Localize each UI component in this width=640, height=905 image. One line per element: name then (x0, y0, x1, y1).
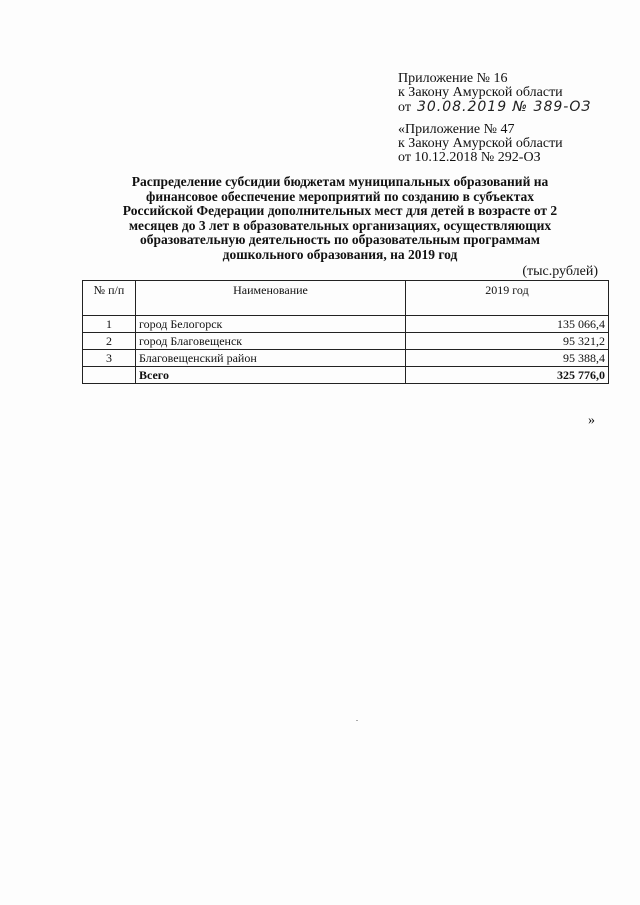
header-year: 2019 год (406, 281, 609, 316)
title-line: финансовое обеспечение мероприятий по созданию в субъектах (145, 188, 534, 204)
scan-speck (356, 720, 358, 721)
header-number: № п/п (83, 281, 136, 316)
row-number: 1 (83, 316, 136, 333)
row-number: 2 (83, 333, 136, 350)
appendix-header-new (398, 72, 591, 115)
old-appendix-law-reference: к Закону Амурской области (398, 136, 563, 151)
title-line: Распределение субсидии бюджетам муниципальных образований на (131, 174, 549, 189)
document-title (70, 175, 610, 262)
header-name: Наименование (136, 281, 406, 316)
old-appendix-date: от 10.12.2018 № 292-ОЗ (398, 150, 541, 165)
row-number: 3 (83, 350, 136, 367)
units-label: (тыс.рублей) (522, 264, 598, 279)
table-row (83, 350, 609, 367)
title-line: Российской Федерации дополнительных мест для детей в возрасте от 2 (122, 203, 558, 218)
row-value: 95 388,4 (406, 350, 609, 367)
row-name: город Белогорск (136, 316, 406, 333)
appendix-law-reference: к Закону Амурской области (398, 85, 563, 100)
table-row (83, 316, 609, 333)
total-value: 325 776,0 (406, 367, 609, 384)
handwritten-date-number: 30.08.2019 № 389-ОЗ (416, 99, 592, 115)
table-header-row (83, 281, 609, 316)
closing-quote-mark: » (588, 413, 595, 428)
title-line: образовательную деятельность по образовательным программам (140, 232, 540, 247)
row-value: 135 066,4 (406, 316, 609, 333)
row-name: Благовещенский район (136, 350, 406, 367)
total-label: Всего (136, 367, 406, 384)
appendix-date-prefix: от (398, 100, 411, 115)
row-name: город Благовещенск (136, 333, 406, 350)
title-line: месяцев до 3 лет в образовательных организациях, осуществляющих (128, 217, 552, 233)
total-number (83, 367, 136, 384)
appendix-number: Приложение № 16 (398, 71, 508, 86)
table-total-row (83, 367, 609, 384)
row-value: 95 321,2 (406, 333, 609, 350)
subsidy-table (82, 280, 609, 384)
old-appendix-number: «Приложение № 47 (398, 122, 515, 137)
title-line: дошкольного образования, на 2019 год (222, 246, 458, 262)
appendix-date-line (398, 100, 591, 115)
appendix-header-old (398, 123, 563, 165)
table-row (83, 333, 609, 350)
